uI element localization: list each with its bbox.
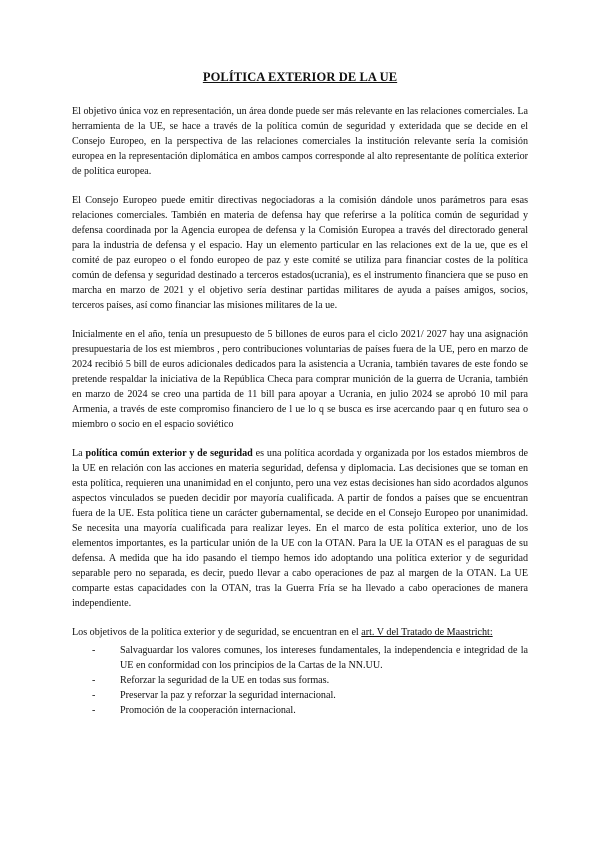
maastricht-reference: art. V del Tratado de Maastricht: (361, 627, 493, 638)
paragraph-pcsd (72, 446, 528, 611)
list-item-text: Salvaguardar los valores comunes, los intereses fundamentales, la independencia e integridad de la UE en conformidad con los principios de la Cartas de la NN.UU. (120, 645, 528, 671)
list-item-text: Preservar la paz y reforzar la seguridad internacional. (120, 690, 336, 701)
list-item (92, 673, 528, 688)
dash-bullet: - (92, 675, 96, 686)
paragraph-objectives (72, 625, 528, 640)
paragraph-european-council: El Consejo Europeo puede emitir directivas negociadoras a la comisión dándole unos parámetros para esas relaciones comerciales. También en materia de defensa hay que referirse a la política común de seguridad y defensa coordinada por la Agencia europea de defensa y la Comisión Europea a través del directorado general para la industria de defensa y el espacio. Hay un elemento particular en las relaciones ext de la ue, que es el comité de paz europeo o el fondo europeo de paz y este comité se utiliza para financiar costes de la política común de defensa y seguridad destinado a terceros estados(ucrania), es el instrumento financiera que se puso en marcha en marzo de 2021 y el objetivo sería destinar partidas militares de ayuda a países amigos, socios, terceros países, así como financiar las misiones militares de la ue. (72, 195, 528, 311)
page-title: POLÍTICA EXTERIOR DE LA UE (202, 70, 398, 84)
list-item-text: Promoción de la cooperación internacional. (120, 705, 296, 716)
list-item (92, 643, 528, 673)
pcsd-intro: La (72, 448, 86, 459)
list-item (92, 688, 528, 703)
dash-bullet: - (92, 690, 96, 701)
pcsd-term: política común exterior y de seguridad (85, 448, 253, 459)
dash-bullet: - (92, 705, 96, 716)
objectives-list (72, 643, 528, 718)
paragraph-intro: El objetivo única voz en representación, un área donde puede ser más relevante en las relaciones comerciales. La herramienta de la UE, se hace a través de la política común de seguridad y exteridada que se decide en el Consejo Europeo, en la perspectiva de las relaciones comerciales la institución relevante sería la comisión europea en la representación diplomática en ambos campos corresponde al alto representante de política exterior de política europea. (72, 106, 528, 177)
list-item (92, 703, 528, 718)
pcsd-rest: es una política acordada y organizada por los estados miembros de la UE en relación con las acciones en materia seguridad, defensa y diplomacia. Las decisiones que se toman en esta política, requieren una unanimidad en el conjunto, pero una vez estas decisiones han sido acordados algunos aspectos vinculados se pueden decidir por mayoría cualificada. A partir de fondos a países que se encuentran fuera de la UE. Esta política tiene un carácter gubernamental, se decide en el Consejo Europeo por unanimidad. Se necesita una mayoría cualificada para realizar leyes. En el marco de esta política exterior, uno de los elementos importantes, es la particular unión de la UE con la OTAN. Para la UE la OTAN es el paraguas de su defensa. A medida que ha ido pasando el tiempo hemos ido adoptando una política exterior y de seguridad separable pero no separada, es decir, puedo llevar a cabo operaciones de paz al margen de la OTAN. La UE comparte estas capacidades con la OTAN, tras la Guerra Fría se ha llevado a cabo operaciones de manera independiente. (72, 448, 529, 609)
list-item-text: Reforzar la seguridad de la UE en todas sus formas. (120, 675, 330, 686)
objectives-intro: Los objetivos de la política exterior y de seguridad, se encuentran en el (72, 627, 362, 638)
dash-bullet: - (92, 645, 96, 656)
paragraph-budget: Inicialmente en el año, tenía un presupuesto de 5 billones de euros para el ciclo 2021/ 2027 hay una asignación presupuestaria de los est miembros , pero contribuciones voluntarias de países fuera de la UE, pero en marzo de 2024 recibió 5 bill de euros adicionales dedicados para la asistencia a Ucrania, también tavares de este fondo se pretende respaldar la iniciativa de la República Checa para comprar munición de la guerra de Ucrania, también en marzo de 2024 se creo una partida de 11 bill para apoyar a Ucrania, en julio 2024 se aprobó 10 mil para Armenia, a través de este compromiso financiero de l ue lo q se busca es irse acercando paar q en futuro sea o miembro o socio en el espacio soviético (72, 329, 528, 430)
